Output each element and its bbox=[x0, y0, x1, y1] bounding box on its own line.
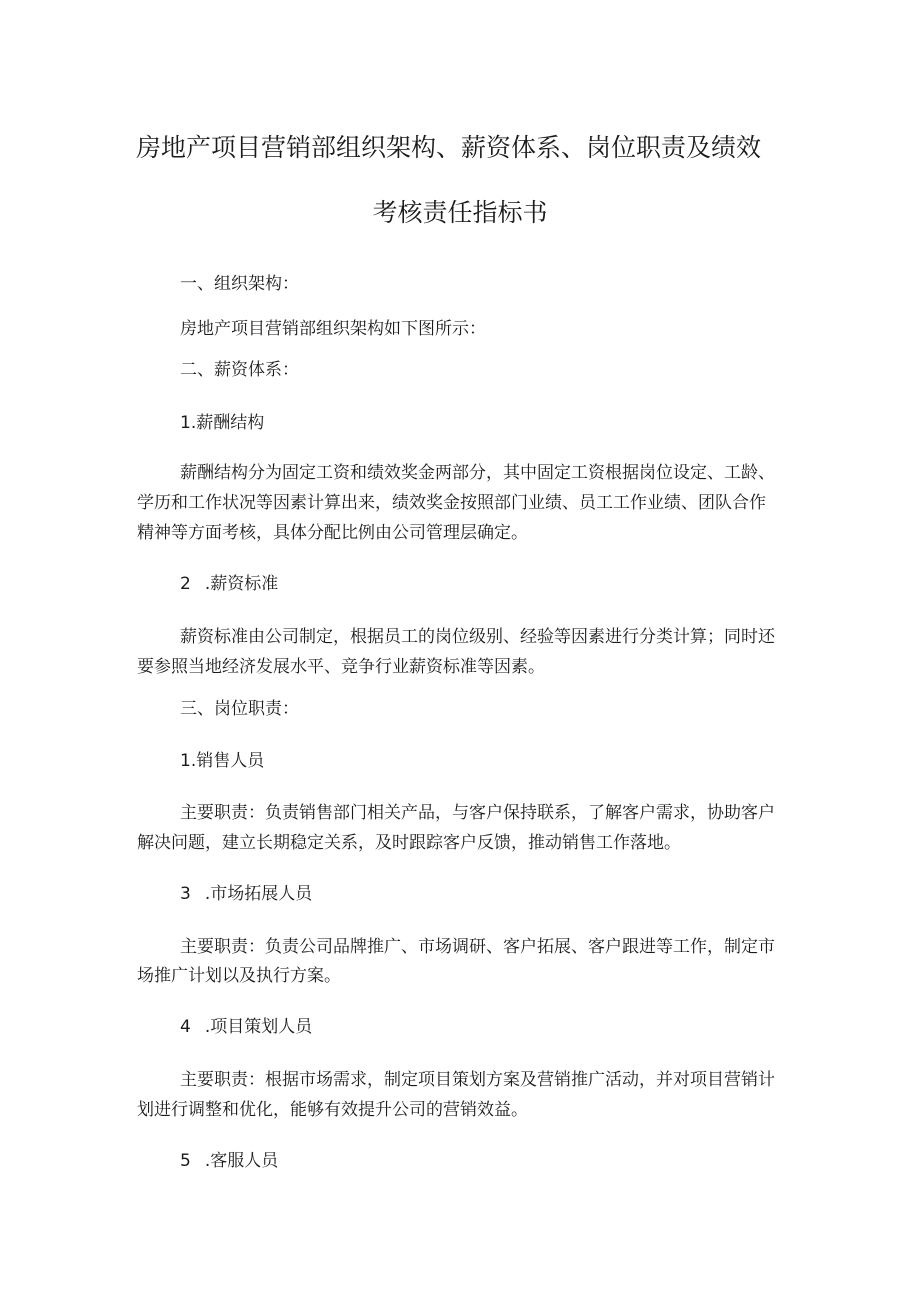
section-2-1-heading: 1.薪酬结构 bbox=[180, 413, 265, 433]
section-3-heading: 三、岗位职责： bbox=[180, 699, 299, 719]
section-3-4-heading bbox=[180, 1017, 312, 1037]
section-3-4-paragraph-line-2: 划进行调整和优化，能够有效提升公司的营销效益。 bbox=[137, 1100, 528, 1120]
document-title-line-2: 考核责任指标书 bbox=[372, 198, 548, 227]
section-3-5-heading bbox=[180, 1151, 278, 1171]
section-1-heading: 一、组织架构： bbox=[180, 274, 299, 294]
section-2-2-number: 2 bbox=[180, 574, 191, 594]
section-3-1-paragraph-line-2: 解决问题，建立长期稳定关系，及时跟踪客户反馈，推动销售工作落地。 bbox=[137, 833, 681, 853]
section-3-5-number: 5 bbox=[180, 1151, 191, 1171]
section-3-3-number: 3 bbox=[180, 884, 191, 904]
section-1-text: 房地产项目营销部组织架构如下图所示： bbox=[180, 319, 486, 339]
section-3-5-title: .客服人员 bbox=[204, 1151, 279, 1171]
section-3-3-paragraph-line-2: 场推广计划以及执行方案。 bbox=[137, 966, 341, 986]
document-title-line-1: 房地产项目营销部组织架构、薪资体系、岗位职责及绩效 bbox=[136, 133, 762, 162]
section-2-1-paragraph-line-1: 薪酬结构分为固定工资和绩效奖金两部分，其中固定工资根据岗位设定、工龄、 bbox=[180, 463, 775, 483]
section-3-3-title: .市场拓展人员 bbox=[204, 884, 313, 904]
section-3-4-paragraph-line-1: 主要职责：根据市场需求，制定项目策划方案及营销推广活动，并对项目营销计 bbox=[180, 1070, 775, 1090]
section-2-1-paragraph-line-3: 精神等方面考核，具体分配比例由公司管理层确定。 bbox=[137, 523, 528, 543]
section-3-4-number: 4 bbox=[180, 1017, 191, 1037]
section-2-2-paragraph-line-1: 薪资标准由公司制定，根据员工的岗位级别、经验等因素进行分类计算；同时还 bbox=[180, 627, 775, 647]
section-2-2-title: .薪资标准 bbox=[204, 574, 279, 594]
section-3-3-heading bbox=[180, 884, 312, 904]
section-2-1-paragraph-line-2: 学历和工作状况等因素计算出来，绩效奖金按照部门业绩、员工工作业绩、团队合作 bbox=[137, 493, 766, 513]
section-3-4-title: .项目策划人员 bbox=[204, 1017, 313, 1037]
section-3-1-paragraph-line-1: 主要职责：负责销售部门相关产品，与客户保持联系，了解客户需求，协助客户 bbox=[180, 803, 775, 823]
section-2-heading: 二、薪资体系： bbox=[180, 360, 299, 380]
section-3-1-heading: 1.销售人员 bbox=[180, 751, 265, 771]
section-2-2-heading bbox=[180, 574, 278, 594]
section-2-2-paragraph-line-2: 要参照当地经济发展水平、竞争行业薪资标准等因素。 bbox=[137, 657, 545, 677]
section-3-3-paragraph-line-1: 主要职责：负责公司品牌推广、市场调研、客户拓展、客户跟进等工作，制定市 bbox=[180, 937, 775, 957]
